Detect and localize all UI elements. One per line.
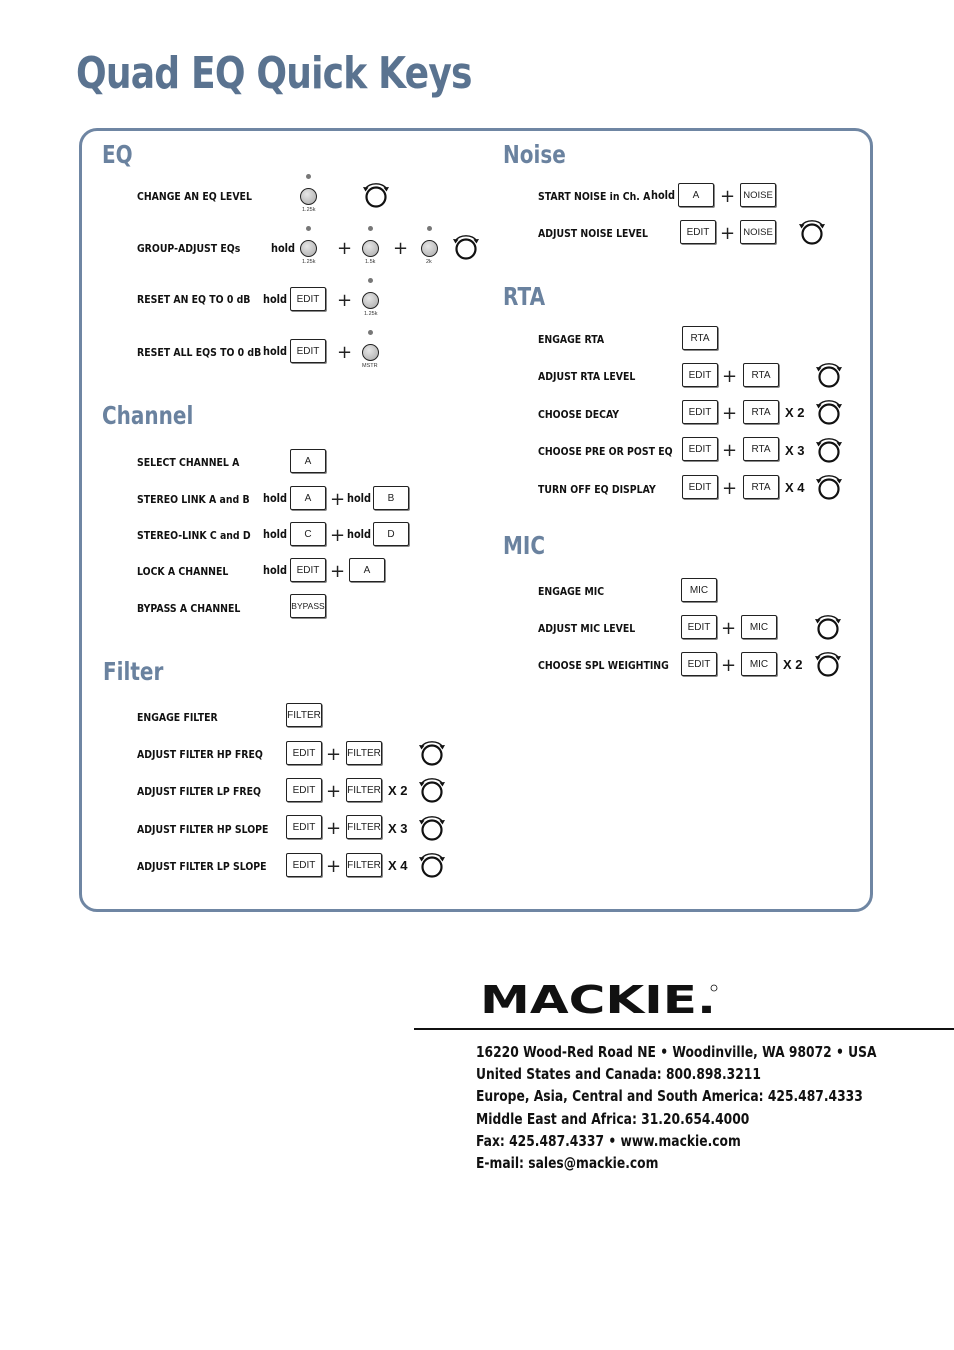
filter-key: FILTER [346, 778, 382, 802]
hold-text: hold [263, 527, 288, 541]
edit-key: EDIT [682, 400, 718, 424]
led-indicator [427, 226, 432, 231]
multiplier-text: X 4 [388, 858, 408, 873]
plus-sign: + [720, 223, 736, 244]
multiplier-text: X 2 [783, 657, 803, 672]
address-line: Fax: 425.487.4337 • www.mackie.com [476, 1132, 741, 1150]
eq-band-knob [362, 240, 379, 257]
mic-row-label: ADJUST MIC LEVEL [538, 622, 636, 635]
multiplier-text: X 4 [785, 480, 805, 495]
plus-sign: + [337, 342, 353, 363]
encoder-knob-icon [814, 361, 844, 389]
multiplier-text: X 3 [785, 443, 805, 458]
freq-label: MSTR [362, 363, 378, 369]
led-indicator [368, 330, 373, 335]
channel-row-label: BYPASS A CHANNEL [137, 602, 241, 615]
address-line: United States and Canada: 800.898.3211 [476, 1065, 761, 1083]
rta-key: RTA [682, 326, 718, 350]
bypass-key: BYPASS [290, 594, 326, 618]
address-line: 16220 Wood-Red Road NE • Woodinville, WA 98072 • USA [476, 1043, 877, 1061]
encoder-knob-icon [797, 218, 827, 246]
channel-row-label: LOCK A CHANNEL [137, 565, 229, 578]
plus-sign: + [393, 238, 409, 259]
led-indicator [368, 226, 373, 231]
edit-key: EDIT [286, 778, 322, 802]
plus-sign: + [722, 366, 738, 387]
filter-key: FILTER [346, 741, 382, 765]
freq-label: 2k [426, 259, 432, 265]
encoder-knob-icon [451, 233, 481, 261]
noise-row-label: START NOISE in Ch. A [538, 190, 651, 203]
eq-row-label: RESET AN EQ TO 0 dB [137, 293, 251, 306]
hold-text: hold [347, 491, 372, 505]
mackie-logo [480, 982, 725, 1018]
multiplier-text: X 2 [785, 405, 805, 420]
address-line: Middle East and Africa: 31.20.654.4000 [476, 1110, 750, 1128]
noise-row-label: ADJUST NOISE LEVEL [538, 227, 648, 240]
filter-row-label: ADJUST FILTER HP SLOPE [137, 823, 269, 836]
eq-row-label: RESET ALL EQS TO 0 dB [137, 346, 262, 359]
plus-sign: + [720, 186, 736, 207]
mic-key: MIC [741, 652, 777, 676]
edit-key: EDIT [680, 220, 716, 244]
section-heading-channel: Channel [102, 401, 194, 430]
a-key: A [349, 558, 385, 582]
encoder-knob-icon [814, 398, 844, 426]
multiplier-text: X 3 [388, 821, 408, 836]
edit-key: EDIT [286, 853, 322, 877]
freq-label: 1.25k [302, 207, 316, 213]
d-key: D [373, 522, 409, 546]
eq-row-label: GROUP-ADJUST EQs [137, 242, 241, 255]
rta-key: RTA [743, 400, 779, 424]
rta-key: RTA [743, 437, 779, 461]
hold-text: hold [651, 188, 676, 202]
rta-row-label: ADJUST RTA LEVEL [538, 370, 636, 383]
hold-text: hold [263, 563, 288, 577]
edit-key: EDIT [290, 558, 326, 582]
section-heading-noise: Noise [503, 140, 566, 169]
hold-text: hold [347, 527, 372, 541]
led-indicator [306, 174, 311, 179]
plus-sign: + [326, 818, 342, 839]
noise-key: NOISE [740, 183, 776, 207]
channel-row-label: STEREO-LINK C and D [137, 529, 251, 542]
channel-row-label: STEREO LINK A and B [137, 493, 250, 506]
plus-sign: + [722, 478, 738, 499]
encoder-knob-icon [417, 776, 447, 804]
plus-sign: + [337, 238, 353, 259]
filter-row-label: ADJUST FILTER LP SLOPE [137, 860, 267, 873]
plus-sign: + [330, 525, 346, 546]
edit-key: EDIT [286, 815, 322, 839]
rta-row-label: CHOOSE PRE OR POST EQ [538, 445, 673, 458]
filter-key: FILTER [346, 815, 382, 839]
plus-sign: + [326, 856, 342, 877]
master-knob [362, 344, 379, 361]
plus-sign: + [326, 781, 342, 802]
a-key: A [678, 183, 714, 207]
encoder-knob-icon [417, 851, 447, 879]
edit-key: EDIT [286, 741, 322, 765]
encoder-knob-icon [813, 650, 843, 678]
logo-wordmark: MACKIE. [480, 982, 716, 1018]
eq-band-knob [300, 188, 317, 205]
encoder-knob-icon [814, 436, 844, 464]
freq-label: 1.5k [365, 259, 376, 265]
edit-key: EDIT [682, 437, 718, 461]
mic-row-label: ENGAGE MIC [538, 585, 605, 598]
plus-sign: + [722, 440, 738, 461]
edit-key: EDIT [290, 287, 326, 311]
eq-row-label: CHANGE AN EQ LEVEL [137, 190, 252, 203]
freq-label: 1.25k [302, 259, 316, 265]
c-key: C [290, 522, 326, 546]
filter-row-label: ADJUST FILTER HP FREQ [137, 748, 263, 761]
rta-row-label: ENGAGE RTA [538, 333, 605, 346]
address-line: E-mail: sales@mackie.com [476, 1154, 659, 1172]
plus-sign: + [326, 744, 342, 765]
b-key: B [373, 486, 409, 510]
encoder-knob-icon [361, 181, 391, 209]
edit-key: EDIT [682, 475, 718, 499]
led-indicator [368, 278, 373, 283]
rta-key: RTA [743, 475, 779, 499]
section-heading-rta: RTA [503, 282, 546, 311]
edit-key: EDIT [682, 363, 718, 387]
encoder-knob-icon [417, 814, 447, 842]
freq-label: 1.25k [364, 311, 378, 317]
page-title: Quad EQ Quick Keys [76, 48, 472, 99]
section-heading-eq: EQ [102, 140, 133, 169]
mic-key: MIC [741, 615, 777, 639]
encoder-knob-icon [417, 739, 447, 767]
rta-row-label: TURN OFF EQ DISPLAY [538, 483, 656, 496]
hold-text: hold [263, 292, 288, 306]
hold-text: hold [271, 241, 296, 255]
plus-sign: + [721, 655, 737, 676]
a-key: A [290, 486, 326, 510]
channel-row-label: SELECT CHANNEL A [137, 456, 240, 469]
eq-band-knob [362, 292, 379, 309]
plus-sign: + [330, 561, 346, 582]
a-key: A [290, 449, 326, 473]
plus-sign: + [330, 489, 346, 510]
rta-key: RTA [743, 363, 779, 387]
edit-key: EDIT [681, 652, 717, 676]
section-heading-filter: Filter [103, 657, 164, 686]
filter-row-label: ADJUST FILTER LP FREQ [137, 785, 261, 798]
plus-sign: + [722, 403, 738, 424]
filter-key: FILTER [346, 853, 382, 877]
eq-band-knob [300, 240, 317, 257]
rta-row-label: CHOOSE DECAY [538, 408, 620, 421]
plus-sign: + [337, 290, 353, 311]
encoder-knob-icon [813, 613, 843, 641]
multiplier-text: X 2 [388, 783, 408, 798]
hold-text: hold [263, 491, 288, 505]
edit-key: EDIT [290, 339, 326, 363]
edit-key: EDIT [681, 615, 717, 639]
address-line: Europe, Asia, Central and South America: 425.487.4333 [476, 1087, 863, 1105]
noise-key: NOISE [740, 220, 776, 244]
encoder-knob-icon [814, 473, 844, 501]
mic-row-label: CHOOSE SPL WEIGHTING [538, 659, 669, 672]
mic-key: MIC [681, 578, 717, 602]
led-indicator [306, 226, 311, 231]
eq-band-knob [421, 240, 438, 257]
section-heading-mic: MIC [503, 531, 546, 560]
filter-row-label: ENGAGE FILTER [137, 711, 218, 724]
footer-divider [414, 1028, 954, 1030]
filter-key: FILTER [286, 703, 322, 727]
plus-sign: + [721, 618, 737, 639]
hold-text: hold [263, 344, 288, 358]
